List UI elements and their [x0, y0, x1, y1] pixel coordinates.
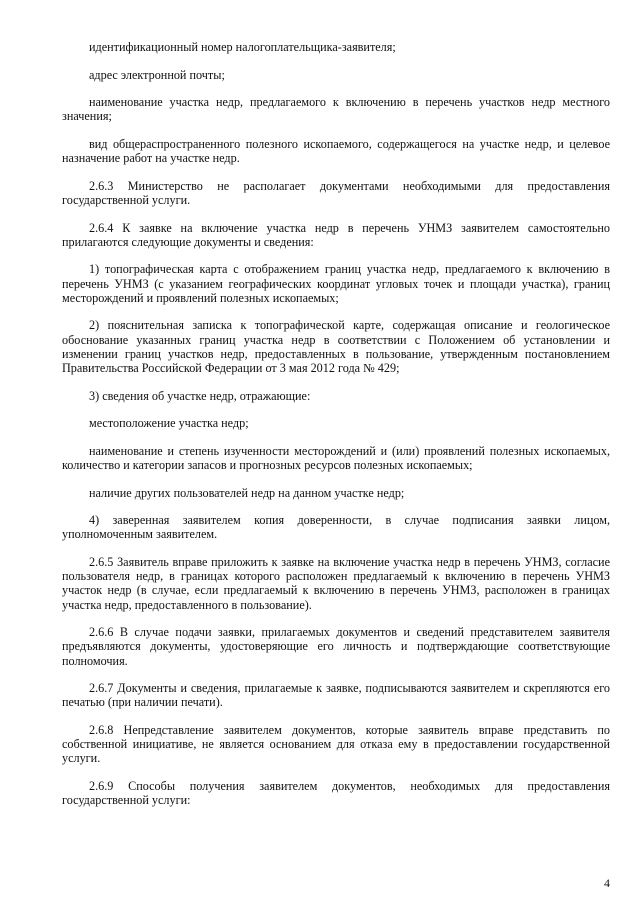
document-page: [62, 40, 610, 821]
paragraph-2-6-3: 2.6.3 Министерство не располагает документами необходимыми для предоставления государственной услуги.: [62, 178, 610, 207]
paragraph-taxpayer-id: идентификационный номер налогоплательщика-заявителя;: [89, 40, 396, 54]
page-number: 4: [604, 876, 610, 890]
paragraph-item-2: 2) пояснительная записка к топографической карте, содержащая описание и геологическое обоснование указанных границ участка недр в соответствии с Положением об установлении и изменении границ участков недр, предоставленных в пользование, утвержденным постановлением Правительства Российской Федерации от 3 мая 2012 года № 429;: [62, 318, 610, 375]
paragraph-2-6-8: 2.6.8 Непредставление заявителем документов, которые заявитель вправе представить по собственной инициативе, не является основанием для отказа ему в предоставлении государственной услуги.: [62, 722, 610, 766]
paragraph-2-6-6: 2.6.6 В случае подачи заявки, прилагаемых документов и сведений представителем заявителя предъявляются документы, удостоверяющие его личность и подтверждающие соответствующие полномочия.: [62, 625, 610, 668]
paragraph-item-4: 4) заверенная заявителем копия доверенности, в случае подписания заявки лицом, уполномоченным заявителем.: [62, 513, 610, 542]
paragraph-item-1: 1) топографическая карта с отображением границ участка недр, предлагаемого к включению в перечень УНМЗ (с указанием географических координат угловых точек и площади участка), границ месторождений и проявлений полезных ископаемых;: [62, 262, 610, 305]
paragraph-item-3: 3) сведения об участке недр, отражающие:: [89, 388, 311, 403]
paragraph-plot-name: наименование участка недр, предлагаемого к включению в перечень участков недр местного значения;: [62, 95, 610, 124]
paragraph-2-6-5: 2.6.5 Заявитель вправе приложить к заявке на включение участка недр в перечень УНМЗ, согласие пользователя недр, в границах которого расположен предлагаемый к включению в перечень УНМЗ участок недр (в случае, если предлагаемый к включению в перечень УНМЗ, расположен в границах участка недр, предоставленного в пользование).: [62, 554, 610, 612]
paragraph-deposits: наименование и степень изученности месторождений и (или) проявлений полезных ископаемых, количество и категории запасов и прогнозных ресурсов полезных ископаемых;: [62, 443, 610, 472]
paragraph-mineral-type: вид общераспространенного полезного ископаемого, содержащегося на участке недр, и целевое назначение работ на участке недр.: [62, 136, 610, 166]
paragraph-2-6-4: 2.6.4 К заявке на включение участка недр в перечень УНМЗ заявителем самостоятельно прилагаются следующие документы и сведения:: [62, 220, 610, 249]
paragraph-location: местоположение участка недр;: [89, 416, 249, 431]
paragraph-email: адрес электронной почты;: [89, 67, 225, 82]
paragraph-2-6-9: 2.6.9 Способы получения заявителем документов, необходимых для предоставления государственной услуги:: [62, 778, 610, 808]
paragraph-2-6-7: 2.6.7 Документы и сведения, прилагаемые к заявке, подписываются заявителем и скрепляются его печатью (при наличии печати).: [62, 681, 610, 710]
paragraph-other-users: наличие других пользователей недр на данном участке недр;: [89, 485, 405, 500]
